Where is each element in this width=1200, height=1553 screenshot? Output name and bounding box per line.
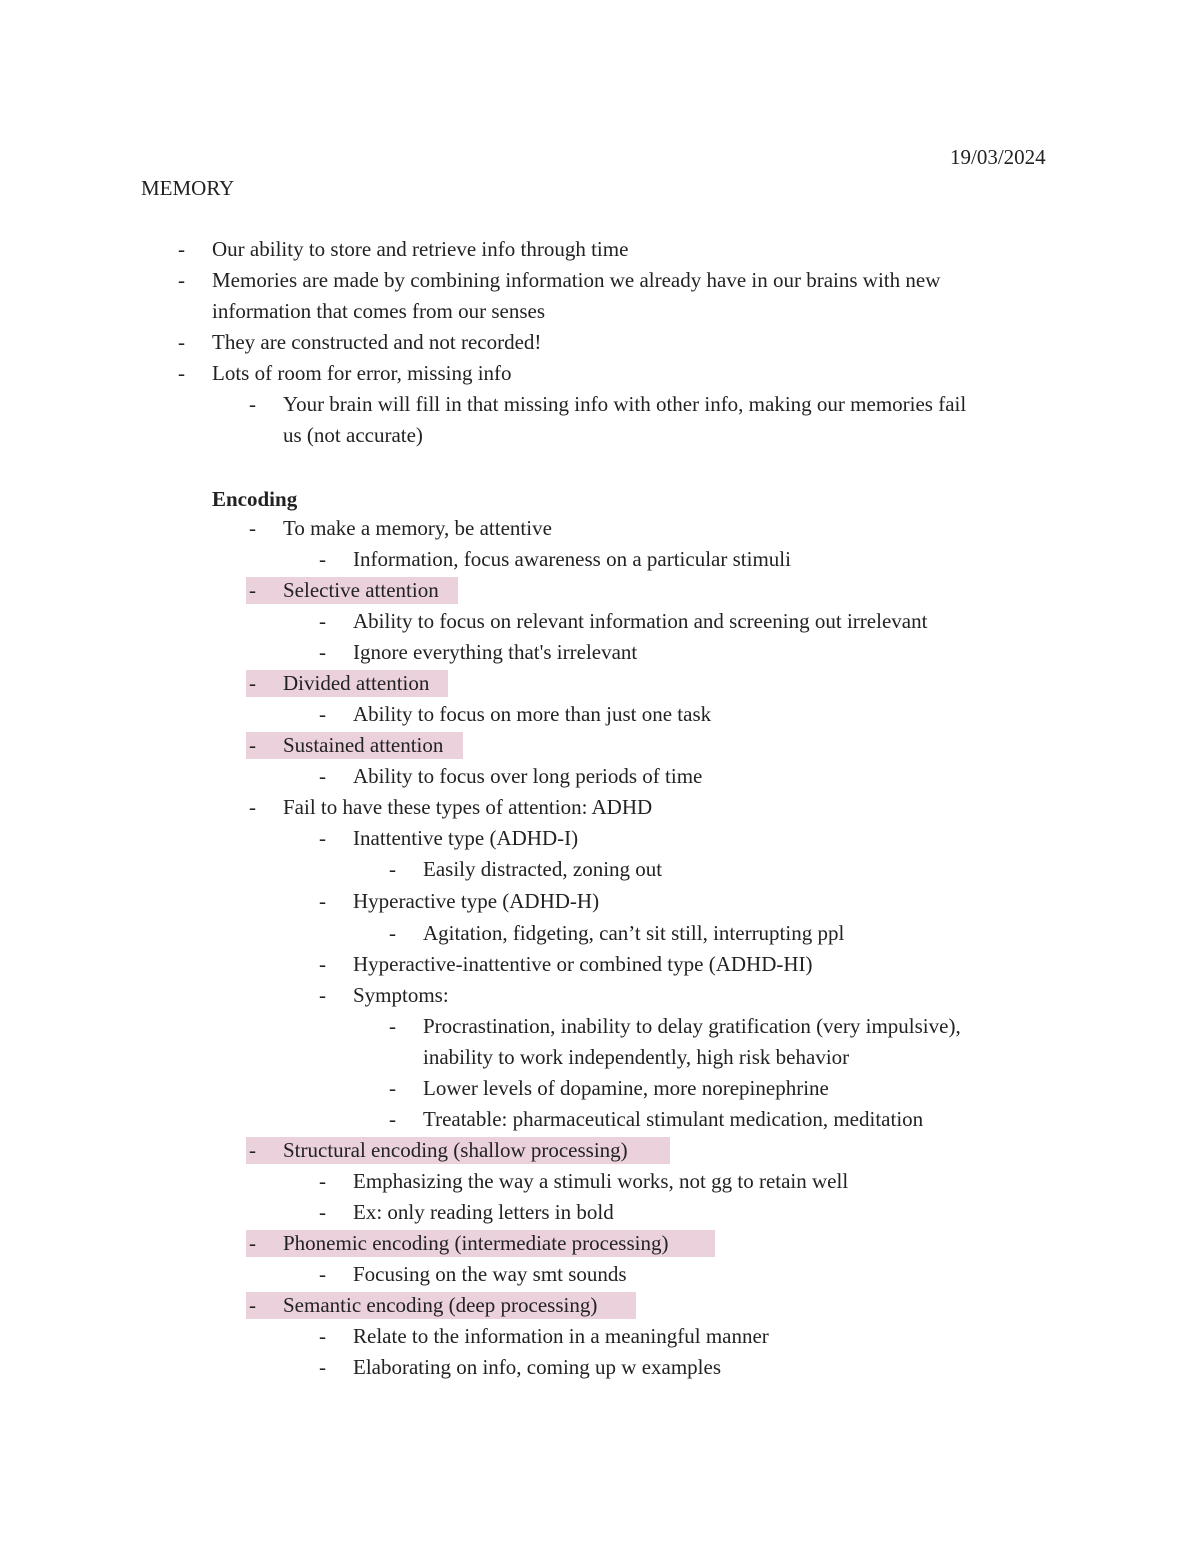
list-item-text: Our ability to store and retrieve info through time (212, 237, 629, 261)
bullet-dash: - (319, 1324, 326, 1348)
bullet-dash: - (249, 795, 256, 819)
bullet-dash: - (319, 952, 326, 976)
list-item-text: Procrastination, inability to delay gratification (very impulsive), (423, 1014, 961, 1038)
list-item (319, 950, 813, 978)
list-item-text: They are constructed and not recorded! (212, 330, 542, 354)
list-item-text: Your brain will fill in that missing info with other info, making our memories fail (283, 392, 967, 416)
list-item (319, 700, 712, 728)
list-item-text: Symptoms: (353, 983, 449, 1007)
list-item (178, 266, 941, 294)
list-item-text: Hyperactive type (ADHD-H) (353, 889, 600, 913)
bullet-dash: - (319, 826, 326, 850)
bullet-dash: - (389, 1014, 396, 1038)
list-item-text: Emphasizing the way a stimuli works, not gg to retain well (353, 1169, 849, 1193)
bullet-dash: - (319, 983, 326, 1007)
list-item-text: us (not accurate) (283, 423, 423, 447)
list-item-highlighted (249, 669, 430, 697)
list-item-text: Phonemic encoding (intermediate processing) (283, 1231, 669, 1255)
list-item (389, 1105, 924, 1133)
list-item (389, 919, 845, 947)
bullet-dash: - (389, 857, 396, 881)
bullet-dash: - (389, 1107, 396, 1131)
bullet-dash: - (319, 547, 326, 571)
list-item-text: Ability to focus on relevant information and screening out irrelevant (353, 609, 928, 633)
list-item-text: Divided attention (283, 671, 430, 695)
bullet-dash: - (249, 1231, 256, 1255)
bullet-dash: - (319, 1169, 326, 1193)
page-title: MEMORY (141, 176, 235, 200)
list-item-text: Relate to the information in a meaningful manner (353, 1324, 769, 1348)
list-item (319, 1260, 627, 1288)
list-item (319, 981, 449, 1009)
list-item-text: Semantic encoding (deep processing) (283, 1293, 598, 1317)
list-item-text: Fail to have these types of attention: ADHD (283, 795, 653, 819)
bullet-dash: - (319, 609, 326, 633)
list-item-text: Ability to focus on more than just one task (353, 702, 712, 726)
list-item-text: Ignore everything that's irrelevant (353, 640, 638, 664)
list-item-text: Treatable: pharmaceutical stimulant medication, meditation (423, 1107, 924, 1131)
list-item-text: Agitation, fidgeting, can’t sit still, interrupting ppl (423, 921, 845, 945)
bullet-dash: - (249, 1293, 256, 1317)
list-item-continuation (283, 421, 423, 449)
bullet-dash: - (319, 764, 326, 788)
list-item (319, 1353, 722, 1381)
bullet-dash: - (249, 671, 256, 695)
list-item-continuation (212, 297, 545, 325)
list-item-highlighted (249, 1229, 669, 1257)
list-item-highlighted (249, 731, 444, 759)
list-item-text: inability to work independently, high risk behavior (423, 1045, 850, 1069)
list-item-text: Memories are made by combining information we already have in our brains with new (212, 268, 941, 292)
list-item-text: Ex: only reading letters in bold (353, 1200, 614, 1224)
list-item-highlighted (249, 576, 439, 604)
list-item-text: Easily distracted, zoning out (423, 857, 663, 881)
bullet-dash: - (319, 1200, 326, 1224)
list-item (178, 359, 512, 387)
list-item (319, 1322, 769, 1350)
list-item (249, 390, 967, 418)
bullet-dash: - (178, 361, 185, 385)
bullet-dash: - (178, 237, 185, 261)
list-item-text: Focusing on the way smt sounds (353, 1262, 627, 1286)
bullet-dash: - (178, 268, 185, 292)
bullet-dash: - (389, 1076, 396, 1100)
bullet-dash: - (249, 578, 256, 602)
bullet-dash: - (249, 733, 256, 757)
list-item-highlighted (249, 1136, 628, 1164)
list-item-text: Inattentive type (ADHD-I) (353, 826, 579, 850)
list-item-text: information that comes from our senses (212, 299, 546, 323)
list-item (319, 1167, 849, 1195)
list-item (249, 514, 552, 542)
list-item-text: Lots of room for error, missing info (212, 361, 512, 385)
list-item (319, 638, 638, 666)
list-item-text: Elaborating on info, coming up w examples (353, 1355, 722, 1379)
list-item (249, 793, 653, 821)
list-item (319, 1198, 614, 1226)
list-item (389, 1074, 829, 1102)
list-item-text: Information, focus awareness on a particular stimuli (353, 547, 791, 571)
list-item (178, 328, 542, 356)
bullet-dash: - (178, 330, 185, 354)
list-item (319, 824, 579, 852)
list-item-continuation (423, 1043, 849, 1071)
list-item (319, 545, 791, 573)
list-item-text: To make a memory, be attentive (283, 516, 552, 540)
list-item-text: Selective attention (283, 578, 439, 602)
list-item-text: Ability to focus over long periods of time (353, 764, 703, 788)
bullet-dash: - (249, 1138, 256, 1162)
bullet-dash: - (319, 640, 326, 664)
list-item (389, 1012, 961, 1040)
bullet-dash: - (249, 392, 256, 416)
bullet-dash: - (319, 1355, 326, 1379)
list-item-text: Lower levels of dopamine, more norepinephrine (423, 1076, 829, 1100)
bullet-dash: - (319, 702, 326, 726)
list-item (319, 887, 600, 915)
date: 19/03/2024 (950, 145, 1046, 169)
list-item (319, 607, 928, 635)
list-item-highlighted (249, 1291, 598, 1319)
list-item (389, 855, 663, 883)
list-item (178, 235, 629, 263)
list-item (319, 762, 703, 790)
bullet-dash: - (389, 921, 396, 945)
list-item-text: Sustained attention (283, 733, 444, 757)
bullet-dash: - (319, 1262, 326, 1286)
bullet-dash: - (249, 516, 256, 540)
list-item-text: Structural encoding (shallow processing) (283, 1138, 628, 1162)
section-heading: Encoding (212, 487, 298, 511)
list-item-text: Hyperactive-inattentive or combined type (ADHD-HI) (353, 952, 813, 976)
bullet-dash: - (319, 889, 326, 913)
